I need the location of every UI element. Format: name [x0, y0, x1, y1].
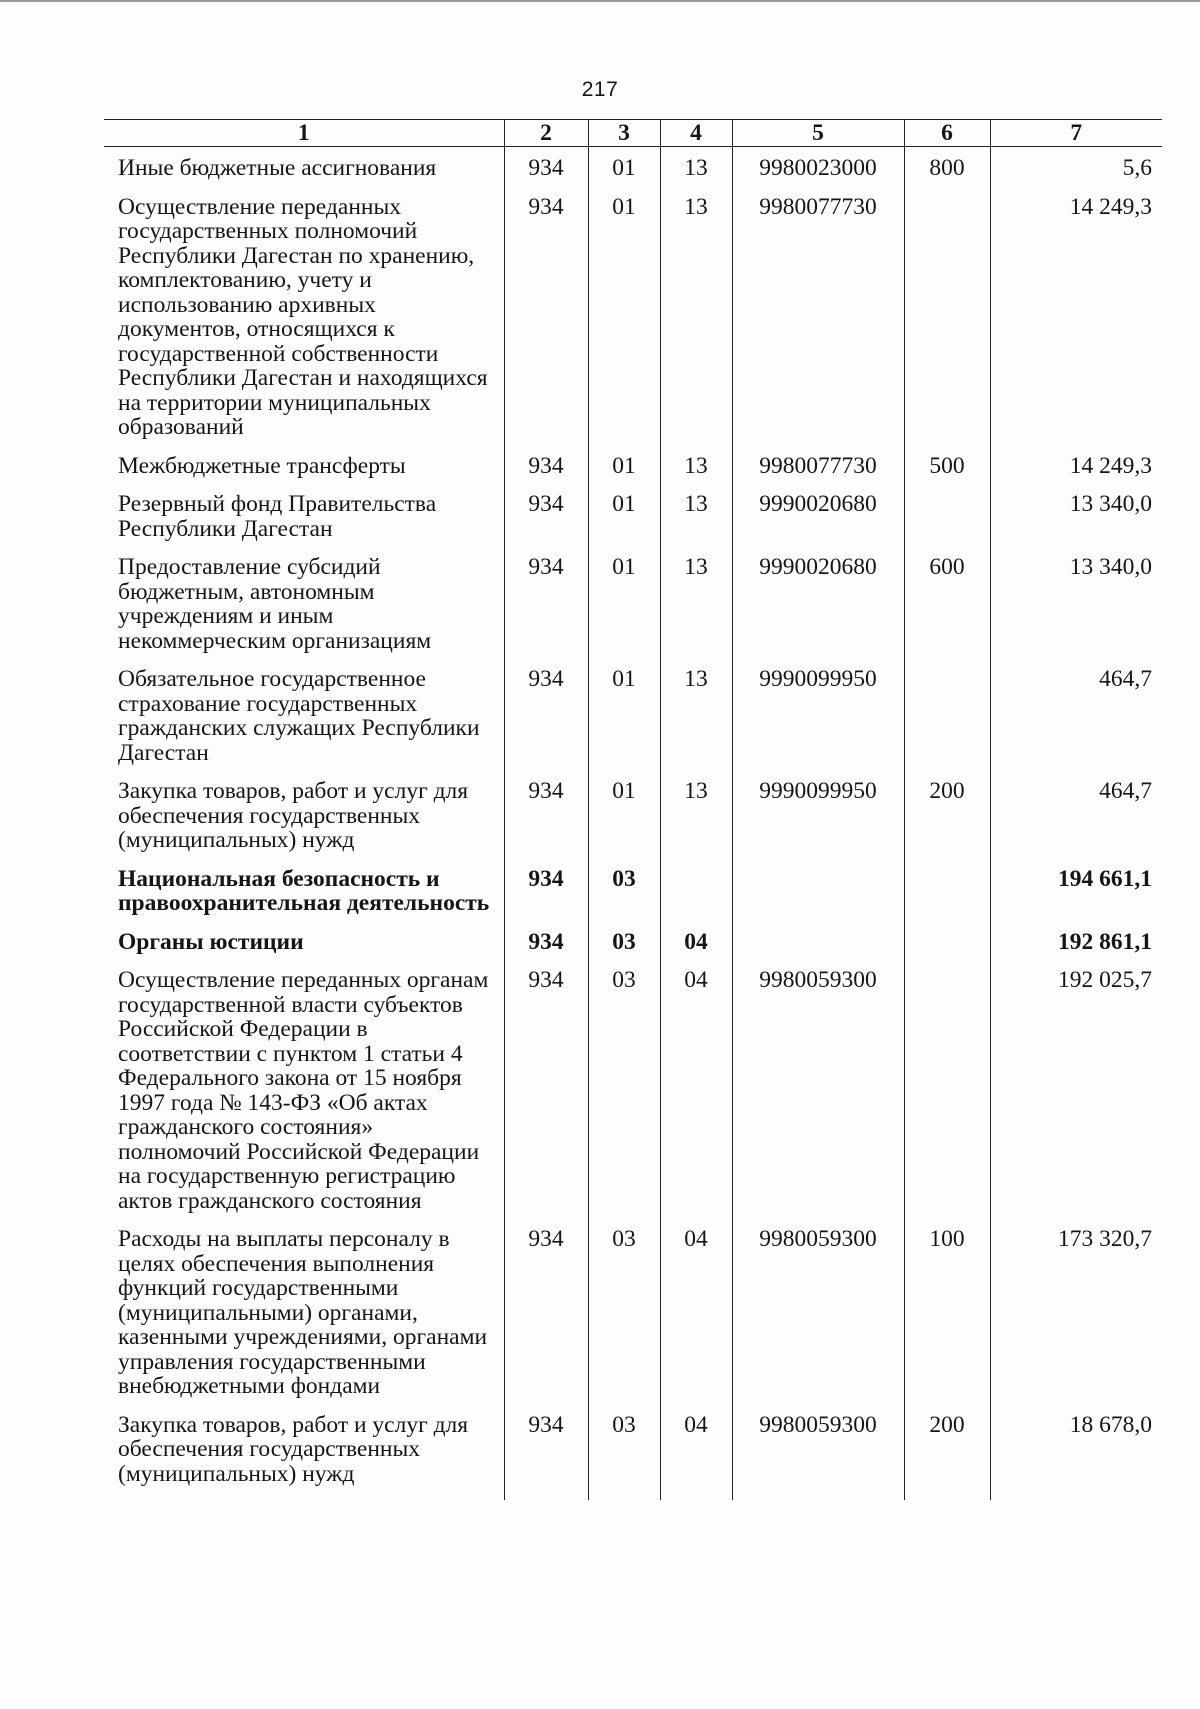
row-code-4: 13 — [660, 779, 732, 867]
row-code-5: 9980059300 — [732, 968, 904, 1227]
row-code-2: 934 — [504, 454, 588, 493]
row-name: Осуществление переданных органам государственной власти субъектов Российской Федерации в соответствии с пунктом 1 статьи 4 Федерального закона от 15 ноября 1997 года № 143-ФЗ «Об актах гражданского состояния» полномочий Российской Федерации на государственную регистрацию актов гражданского состояния — [118, 967, 489, 1214]
row-amount: 192 861,1 — [990, 930, 1162, 969]
table-body — [104, 147, 1162, 1501]
row-code-5: 9980077730 — [732, 195, 904, 454]
row-name: Закупка товаров, работ и услуг для обеспечения государственных (муниципальных) нужд — [118, 778, 469, 853]
table-row — [104, 1227, 1162, 1413]
row-code-4: 13 — [660, 454, 732, 493]
row-amount: 192 025,7 — [990, 968, 1162, 1227]
row-code-6: 200 — [904, 779, 990, 867]
row-code-3: 01 — [588, 779, 660, 867]
row-code-6 — [904, 968, 990, 1227]
row-name: Органы юстиции — [118, 928, 304, 955]
header-row — [104, 120, 1162, 147]
table-row — [104, 867, 1162, 930]
column-header-4: 4 — [660, 120, 732, 147]
column-header-3: 3 — [588, 120, 660, 147]
row-code-5: 9980077730 — [732, 454, 904, 493]
row-code-5 — [732, 930, 904, 969]
row-code-6 — [904, 867, 990, 930]
row-code-4: 13 — [660, 195, 732, 454]
row-amount: 14 249,3 — [990, 454, 1162, 493]
row-code-5: 9980059300 — [732, 1413, 904, 1501]
row-code-2: 934 — [504, 779, 588, 867]
row-amount: 18 678,0 — [990, 1413, 1162, 1501]
row-code-6: 100 — [904, 1227, 990, 1413]
row-code-4: 04 — [660, 1227, 732, 1413]
row-amount: 13 340,0 — [990, 492, 1162, 555]
column-header-5: 5 — [732, 120, 904, 147]
row-code-5: 9990020680 — [732, 555, 904, 667]
row-code-3: 03 — [588, 1227, 660, 1413]
row-code-6: 600 — [904, 555, 990, 667]
row-code-4: 13 — [660, 147, 732, 195]
row-code-4: 04 — [660, 930, 732, 969]
column-header-2: 2 — [504, 120, 588, 147]
row-code-5: 9980059300 — [732, 1227, 904, 1413]
table-row — [104, 779, 1162, 867]
row-code-3: 01 — [588, 454, 660, 493]
table-row — [104, 667, 1162, 779]
row-code-2: 934 — [504, 492, 588, 555]
row-code-2: 934 — [504, 1413, 588, 1501]
row-name: Обязательное государственное страхование государственных гражданских служащих Республики Дагестан — [118, 666, 480, 766]
row-code-4: 04 — [660, 1413, 732, 1501]
row-code-6 — [904, 667, 990, 779]
row-amount: 194 661,1 — [990, 867, 1162, 930]
budget-table — [104, 119, 1162, 1500]
row-code-3: 01 — [588, 147, 660, 195]
table-row — [104, 930, 1162, 969]
row-code-2: 934 — [504, 555, 588, 667]
row-code-2: 934 — [504, 867, 588, 930]
row-name: Предоставление субсидий бюджетным, автономным учреждениям и иным некоммерческим организациям — [118, 554, 432, 654]
table-row — [104, 968, 1162, 1227]
row-amount: 14 249,3 — [990, 195, 1162, 454]
row-code-5 — [732, 867, 904, 930]
row-code-5: 9990020680 — [732, 492, 904, 555]
row-code-3: 03 — [588, 867, 660, 930]
row-code-6 — [904, 195, 990, 454]
row-code-2: 934 — [504, 968, 588, 1227]
row-code-5: 9980023000 — [732, 147, 904, 195]
row-name: Иные бюджетные ассигнования — [118, 155, 437, 181]
table-row — [104, 147, 1162, 195]
row-code-2: 934 — [504, 195, 588, 454]
row-code-4: 13 — [660, 555, 732, 667]
row-code-2: 934 — [504, 147, 588, 195]
table-row — [104, 195, 1162, 454]
row-code-3: 03 — [588, 968, 660, 1227]
row-amount: 464,7 — [990, 667, 1162, 779]
table-row — [104, 454, 1162, 493]
row-code-6: 200 — [904, 1413, 990, 1501]
row-code-4 — [660, 867, 732, 930]
row-amount: 5,6 — [990, 147, 1162, 195]
row-code-2: 934 — [504, 1227, 588, 1413]
row-code-3: 01 — [588, 555, 660, 667]
table-row — [104, 492, 1162, 555]
row-code-3: 01 — [588, 667, 660, 779]
column-header-1: 1 — [104, 120, 504, 147]
row-name: Межбюджетные трансферты — [118, 452, 406, 479]
page-number: 217 — [581, 78, 619, 101]
row-code-4: 13 — [660, 667, 732, 779]
row-code-6 — [904, 492, 990, 555]
row-code-2: 934 — [504, 930, 588, 969]
row-code-5: 9990099950 — [732, 667, 904, 779]
table-row — [104, 555, 1162, 667]
row-code-4: 13 — [660, 492, 732, 555]
row-name: Закупка товаров, работ и услуг для обеспечения государственных (муниципальных) нужд — [118, 1411, 469, 1487]
row-code-3: 01 — [588, 195, 660, 454]
row-code-6: 800 — [904, 147, 990, 195]
page-top-edge — [0, 0, 1200, 2]
table-row — [104, 1413, 1162, 1501]
row-name: Резервный фонд Правительства Республики Дагестан — [118, 491, 437, 542]
row-code-3: 01 — [588, 492, 660, 555]
row-code-6: 500 — [904, 454, 990, 493]
row-amount: 13 340,0 — [990, 555, 1162, 667]
row-name: Осуществление переданных государственных полномочий Республики Дагестан по хранению, комплектованию, учету и использованию архивных документов, относящихся к государственной собственности Республики Дагестан и находящихся на территории муниципальных образований — [118, 193, 488, 440]
row-amount: 464,7 — [990, 779, 1162, 867]
row-code-3: 03 — [588, 1413, 660, 1501]
row-code-2: 934 — [504, 667, 588, 779]
row-amount: 173 320,7 — [990, 1227, 1162, 1413]
column-header-6: 6 — [904, 120, 990, 147]
row-code-3: 03 — [588, 930, 660, 969]
column-header-7: 7 — [990, 120, 1162, 147]
row-name: Национальная безопасность и правоохранительная деятельность — [118, 865, 490, 916]
row-name: Расходы на выплаты персоналу в целях обеспечения выполнения функций государственными (муниципальными) органами, казенными учреждениями, органами управления государственными внебюджетными фондами — [118, 1226, 488, 1399]
row-code-4: 04 — [660, 968, 732, 1227]
row-code-6 — [904, 930, 990, 969]
row-code-5: 9990099950 — [732, 779, 904, 867]
